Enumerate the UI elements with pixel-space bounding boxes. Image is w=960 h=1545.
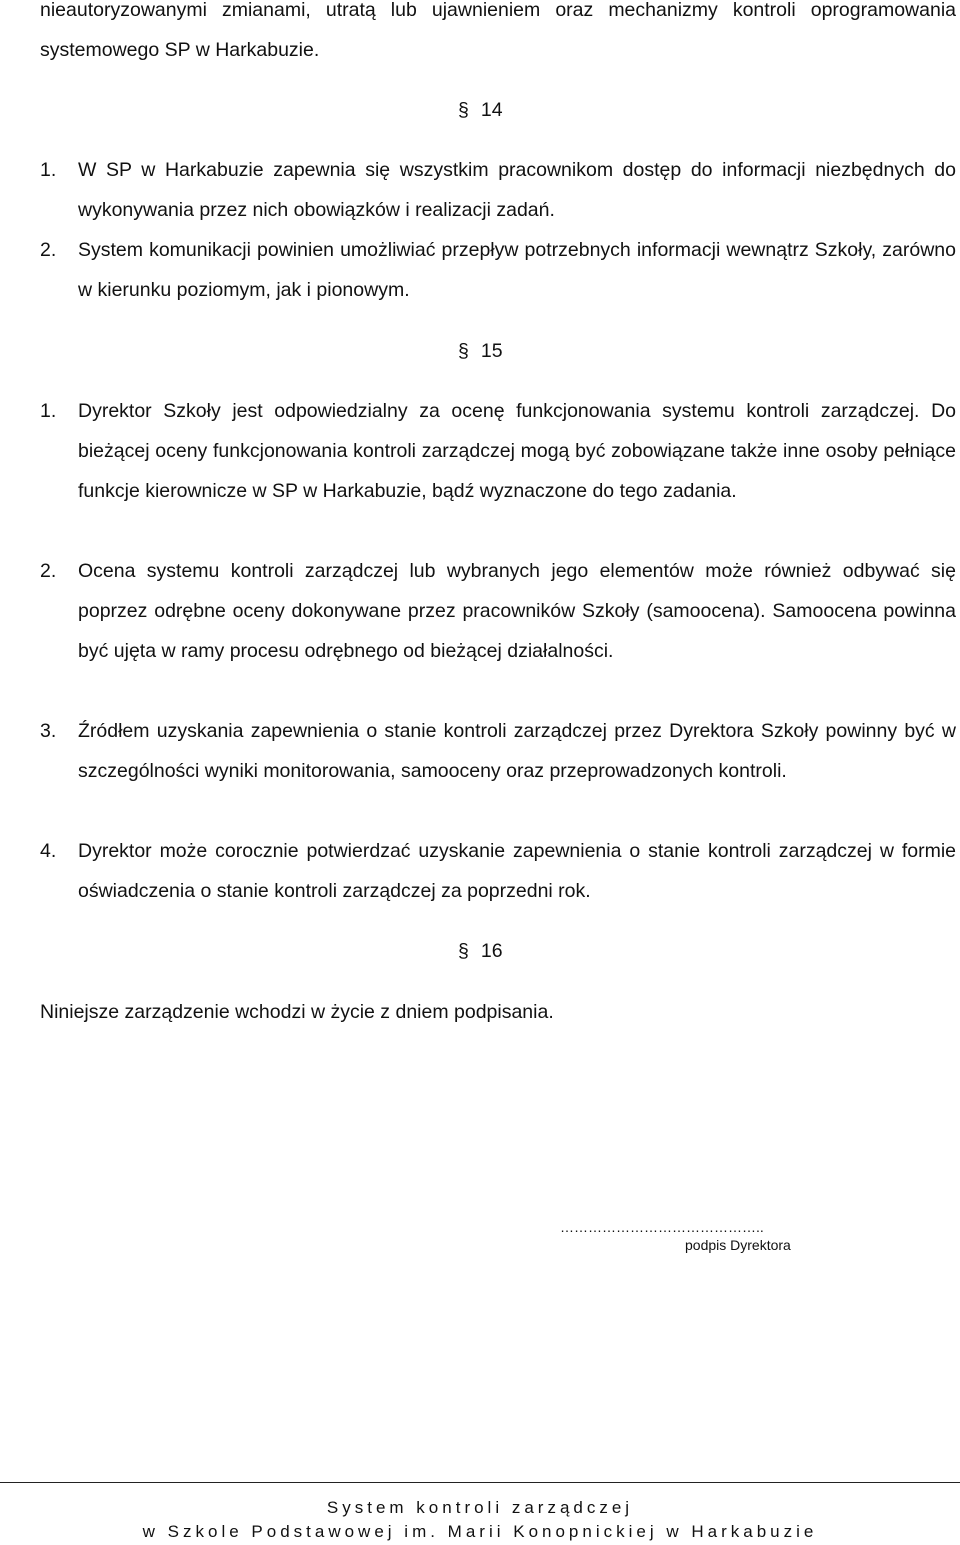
item-number: 4. xyxy=(40,840,57,862)
item-text: Ocena systemu kontroli zarządczej lub wybranych jego elementów może również odbywać się poprzez odrębne oceny dokonywane przez pracowników Szkoły (samoocena). Samoocena powinna być ujęta w ramy procesu odrębnego od bieżącej działalności. xyxy=(78,560,956,662)
item-number: 2. xyxy=(40,239,57,261)
item-text: Dyrektor może corocznie potwierdzać uzyskanie zapewnienia o stanie kontroli zarządczej w formie oświadczenia o stanie kontroli zarządczej za poprzedni rok. xyxy=(78,840,956,902)
section-sign: § xyxy=(458,340,469,362)
footer-line-2: w Szkole Podstawowej im. Marii Konopnickiej w Harkabuzie xyxy=(142,1522,818,1541)
list-item xyxy=(40,551,956,671)
signature-label: podpis Dyrektora xyxy=(685,1237,791,1253)
signature-line: …………………………………….. xyxy=(560,1219,764,1235)
list-item xyxy=(40,150,956,230)
item-text: Dyrektor Szkoły jest odpowiedzialny za ocenę funkcjonowania systemu kontroli zarządczej. Do bieżącej oceny funkcjonowania kontroli zarządczej mogą być zobowiązane także inne osoby pełniące funkcje kierownicze w SP w Harkabuzie, bądź wyznaczone do tego zadania. xyxy=(78,400,956,502)
footer-line-1: System kontroli zarządczej xyxy=(326,1498,634,1517)
section-heading-14 xyxy=(458,90,558,130)
section-sign: § xyxy=(458,99,469,121)
footer-divider xyxy=(0,1482,960,1483)
intro-paragraph: nieautoryzowanymi zmianami, utratą lub ujawnieniem oraz mechanizmy kontroli oprogramowania systemowego SP w Harkabuzie. xyxy=(40,0,956,61)
section-heading-16 xyxy=(458,931,558,971)
item-number: 3. xyxy=(40,720,57,742)
section-number: 16 xyxy=(480,940,503,962)
list-item xyxy=(40,831,956,911)
list-item xyxy=(40,711,956,791)
item-number: 1. xyxy=(40,159,57,181)
item-number: 1. xyxy=(40,400,57,422)
section-heading-15 xyxy=(458,331,558,371)
item-text: W SP w Harkabuzie zapewnia się wszystkim pracownikom dostęp do informacji niezbędnych do wykonywania przez nich obowiązków i realizacji zadań. xyxy=(78,159,956,221)
section-sign: § xyxy=(458,940,469,962)
list-item xyxy=(40,230,956,310)
section-number: 15 xyxy=(480,340,503,362)
section-number: 14 xyxy=(480,99,503,121)
list-item xyxy=(40,391,956,511)
item-text: System komunikacji powinien umożliwiać przepływ potrzebnych informacji wewnątrz Szkoły, zarówno w kierunku poziomym, jak i pionowym. xyxy=(78,239,956,301)
closing-statement: Niniejsze zarządzenie wchodzi w życie z dniem podpisania. xyxy=(40,1001,554,1023)
item-number: 2. xyxy=(40,560,57,582)
item-text: Źródłem uzyskania zapewnienia o stanie kontroli zarządczej przez Dyrektora Szkoły powinny być w szczególności wyniki monitorowania, samooceny oraz przeprowadzonych kontroli. xyxy=(78,720,956,782)
page-footer xyxy=(0,1496,960,1544)
signature-block xyxy=(560,1218,940,1254)
